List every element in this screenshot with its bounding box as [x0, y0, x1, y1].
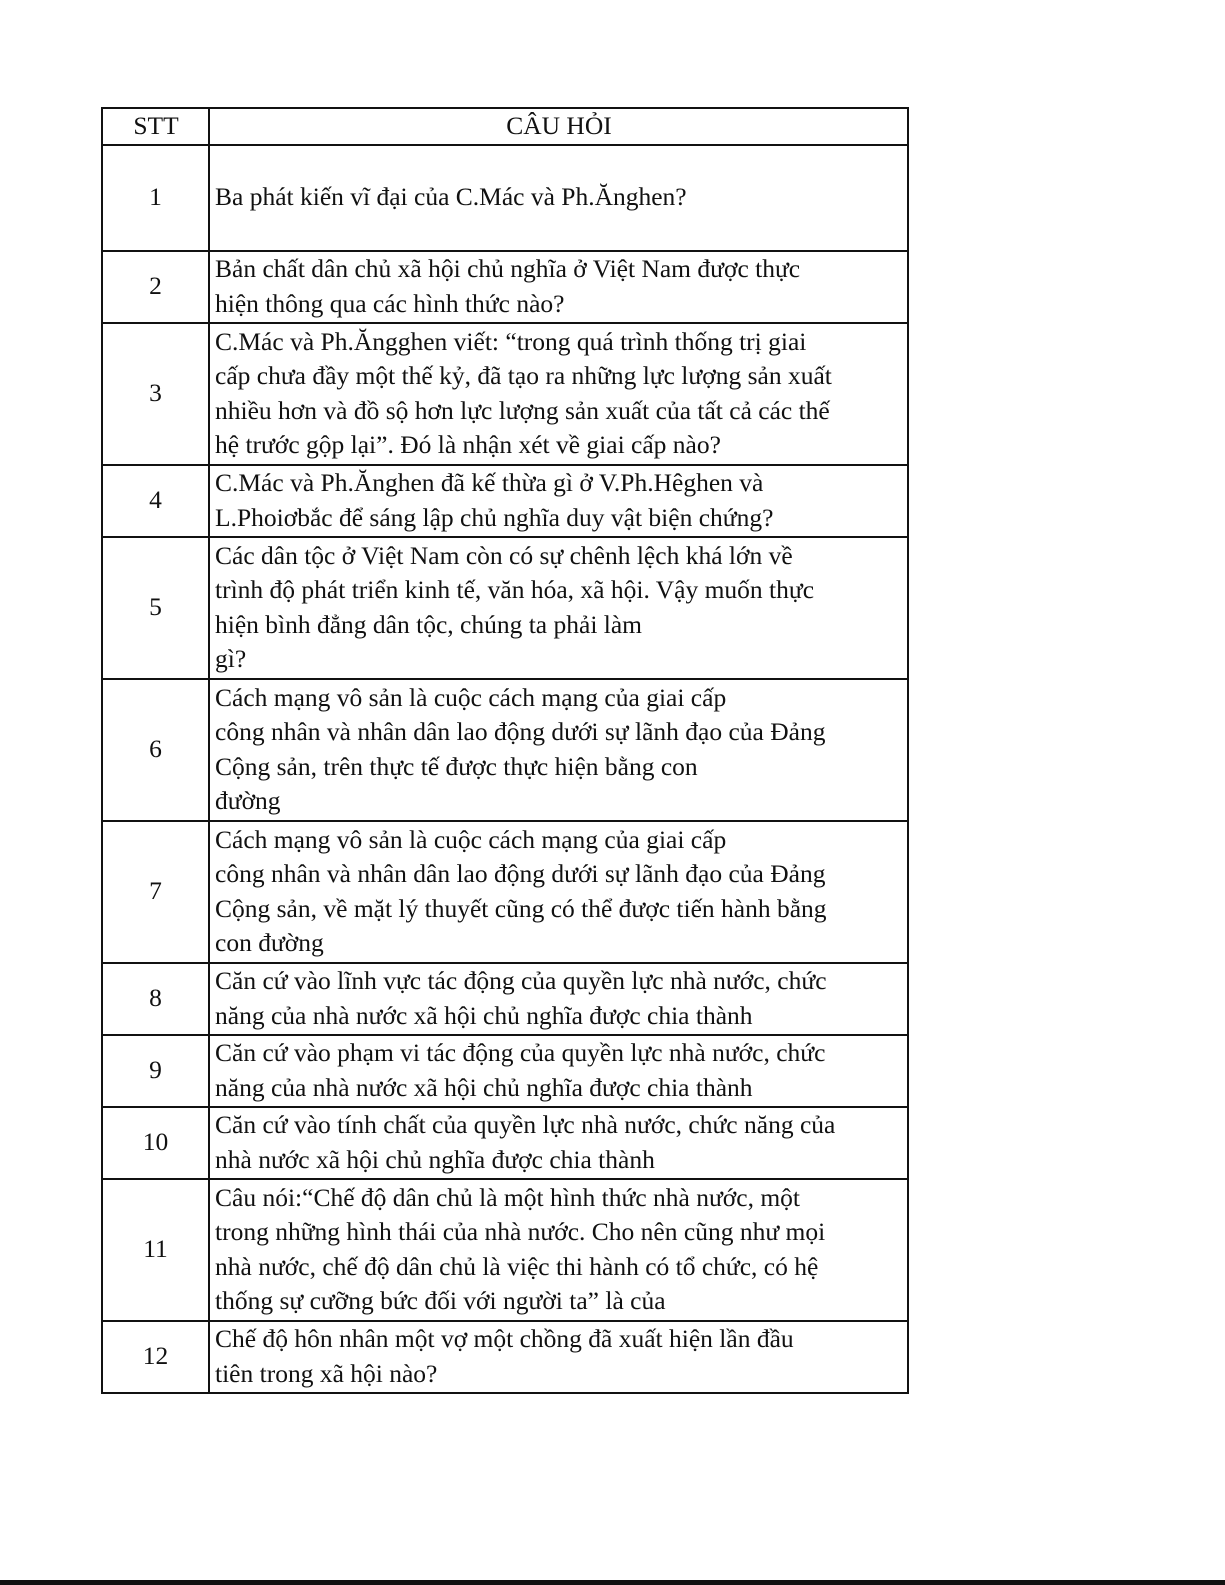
question-cell	[209, 963, 908, 1035]
question-line: đường	[215, 786, 281, 815]
question-line: hiện thông qua các hình thức nào?	[215, 288, 565, 318]
question-line: Cộng sản, về mặt lý thuyết cũng có thể được tiến hành bằng	[215, 893, 827, 923]
question-line: Ba phát kiến vĩ đại của C.Mác và Ph.Ănghen?	[215, 182, 687, 212]
question-line: gì?	[215, 644, 247, 673]
row-number: 9	[102, 1035, 209, 1107]
question-line: Cách mạng vô sản là cuộc cách mạng của giai cấp	[215, 824, 727, 854]
question-line: Cách mạng vô sản là cuộc cách mạng của giai cấp	[215, 682, 727, 712]
table-row	[102, 1107, 908, 1179]
questions-body	[102, 145, 908, 1393]
table-row	[102, 1179, 908, 1321]
question-line: con đường	[215, 928, 324, 957]
table-row	[102, 251, 908, 323]
row-number: 11	[102, 1179, 209, 1321]
table-row	[102, 679, 908, 821]
header-question: CÂU HỎI	[209, 108, 908, 145]
table-row	[102, 145, 908, 251]
question-line: năng của nhà nước xã hội chủ nghĩa được chia thành	[215, 1000, 753, 1030]
question-cell	[209, 537, 908, 679]
question-cell	[209, 679, 908, 821]
question-line: Câu nói:“Chế độ dân chủ là một hình thức nhà nước, một	[215, 1182, 801, 1212]
question-cell	[209, 1107, 908, 1179]
table-row	[102, 963, 908, 1035]
row-number: 7	[102, 821, 209, 963]
question-line: hệ trước gộp lại”. Đó là nhận xét về giai cấp nào?	[215, 430, 721, 459]
question-cell	[209, 1321, 908, 1393]
header-stt: STT	[102, 108, 209, 145]
row-number: 5	[102, 537, 209, 679]
question-cell	[209, 1035, 908, 1107]
question-line: Căn cứ vào tính chất của quyền lực nhà nước, chức năng của	[215, 1110, 836, 1139]
page-bottom-rule	[0, 1580, 1225, 1585]
row-number: 8	[102, 963, 209, 1035]
row-number: 4	[102, 465, 209, 537]
question-line: hiện bình đẳng dân tộc, chúng ta phải làm	[215, 609, 643, 639]
question-line: nhà nước xã hội chủ nghĩa được chia thành	[215, 1144, 655, 1174]
question-line: tiên trong xã hội nào?	[215, 1358, 438, 1388]
row-number: 2	[102, 251, 209, 323]
question-line: Các dân tộc ở Việt Nam còn có sự chênh lệch khá lớn về	[215, 540, 793, 570]
question-line: cấp chưa đầy một thế kỷ, đã tạo ra những lực lượng sản xuất	[215, 361, 832, 390]
table-row	[102, 821, 908, 963]
table-row	[102, 465, 908, 537]
question-line: nhà nước, chế độ dân chủ là việc thi hành có tổ chức, có hệ	[215, 1251, 819, 1281]
question-line: năng của nhà nước xã hội chủ nghĩa được chia thành	[215, 1072, 753, 1102]
table-row	[102, 323, 908, 465]
question-line: thống sự cưỡng bức đối với người ta” là của	[215, 1286, 666, 1315]
table-row	[102, 537, 908, 679]
question-line: công nhân và nhân dân lao động dưới sự lãnh đạo của Đảng	[215, 859, 826, 888]
question-line: C.Mác và Ph.Ănghen đã kế thừa gì ở V.Ph.Hêghen và	[215, 468, 764, 497]
table-row	[102, 1321, 908, 1393]
question-line: Căn cứ vào lĩnh vực tác động của quyền lực nhà nước, chức	[215, 966, 827, 995]
question-line: trình độ phát triển kinh tế, văn hóa, xã hội. Vậy muốn thực	[215, 575, 815, 604]
row-number: 6	[102, 679, 209, 821]
row-number: 3	[102, 323, 209, 465]
question-line: nhiều hơn và đồ sộ hơn lực lượng sản xuất của tất cả các thế	[215, 395, 830, 425]
question-cell	[209, 251, 908, 323]
question-cell	[209, 1179, 908, 1321]
question-line: công nhân và nhân dân lao động dưới sự lãnh đạo của Đảng	[215, 717, 826, 746]
question-cell	[209, 323, 908, 465]
question-line: C.Mác và Ph.Ăngghen viết: “trong quá trình thống trị giai	[215, 326, 807, 356]
questions-table	[101, 107, 909, 1394]
question-cell	[209, 465, 908, 537]
question-cell	[209, 145, 908, 251]
question-line: trong những hình thái của nhà nước. Cho nên cũng như mọi	[215, 1217, 826, 1246]
row-number: 12	[102, 1321, 209, 1393]
row-number: 10	[102, 1107, 209, 1179]
table-row	[102, 1035, 908, 1107]
row-number: 1	[102, 145, 209, 251]
question-line: Chế độ hôn nhân một vợ một chồng đã xuất hiện lần đầu	[215, 1324, 794, 1353]
question-line: Bản chất dân chủ xã hội chủ nghĩa ở Việt Nam được thực	[215, 254, 801, 283]
question-line: Căn cứ vào phạm vi tác động của quyền lực nhà nước, chức	[215, 1038, 826, 1067]
question-cell	[209, 821, 908, 963]
header-row	[102, 108, 908, 145]
question-line: L.Phoiơbắc để sáng lập chủ nghĩa duy vật biện chứng?	[215, 502, 774, 532]
question-line: Cộng sản, trên thực tế được thực hiện bằng con	[215, 751, 698, 781]
